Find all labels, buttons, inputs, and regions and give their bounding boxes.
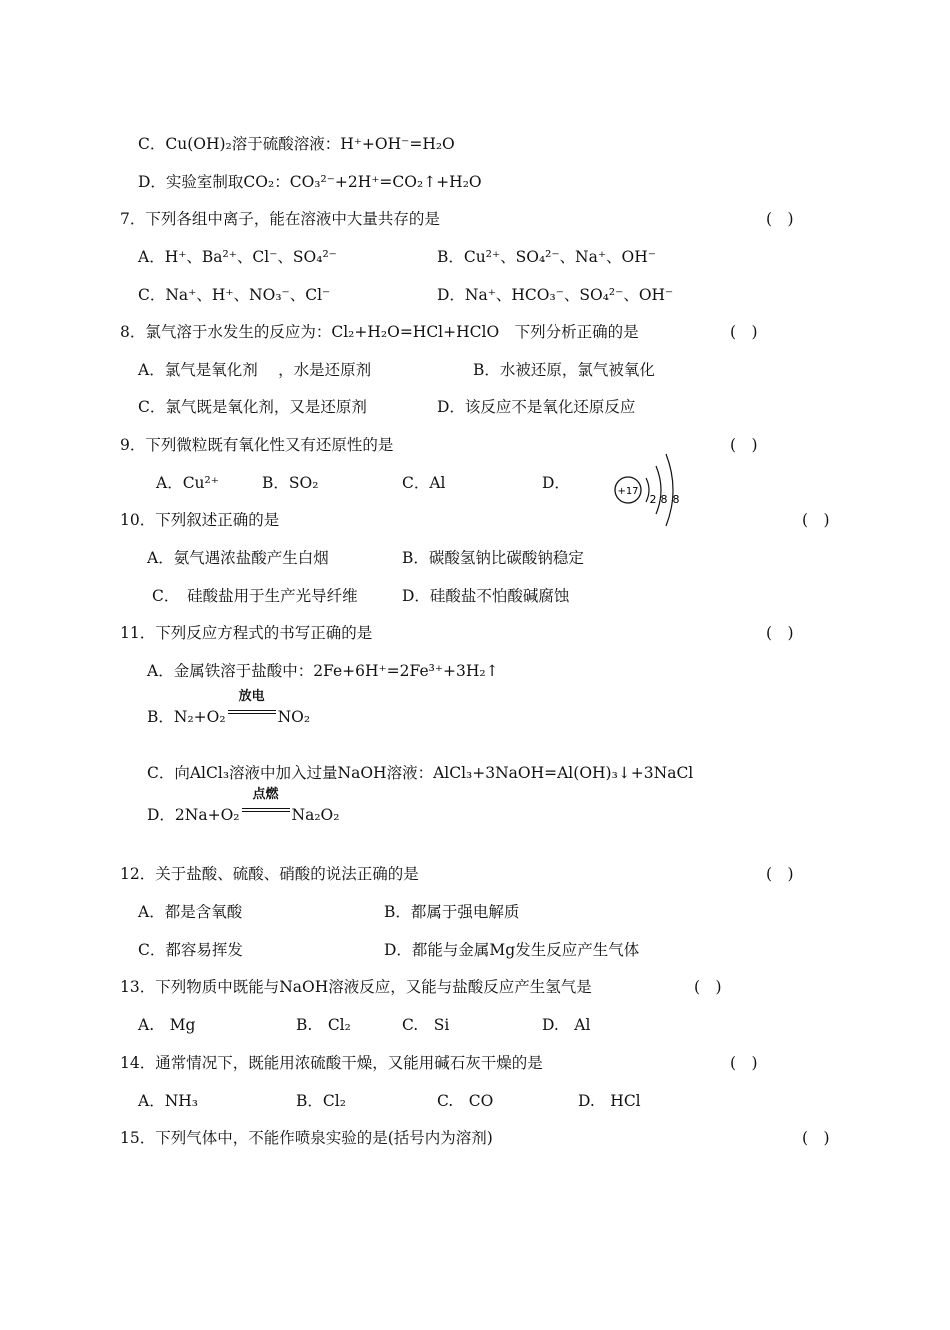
q11d-reactants: D．2Na+O₂ (147, 806, 240, 824)
q10-option-b: B．碳酸氢钠比碳酸钠稳定 (402, 549, 584, 567)
q10-answer-paren[interactable]: ( ) (802, 511, 830, 529)
q11-option-c: C．向AlCl₃溶液中加入过量NaOH溶液：AlCl₃+3NaOH=Al(OH)₃↓+3NaCl (147, 764, 694, 782)
q8-stem: 8．氯气溶于水发生的反应为：Cl₂+H₂O=HCl+HClO 下列分析正确的是 (120, 323, 639, 341)
q11d-double-bar (242, 808, 290, 812)
q12-option-b: B．都属于强电解质 (384, 903, 520, 921)
q15-stem: 15．下列气体中，不能作喷泉实验的是(括号内为溶剂) (120, 1129, 493, 1147)
electron-shell-2 (656, 466, 661, 514)
q13-option-a: A. Mg (138, 1016, 196, 1034)
q11d-products: Na₂O₂ (291, 806, 340, 824)
q13-option-c: C. Si (402, 1016, 450, 1034)
q14-option-d: D. HCl (578, 1092, 641, 1110)
q11-option-a: A．金属铁溶于盐酸中：2Fe+6H⁺=2Fe³⁺+3H₂↑ (147, 662, 499, 680)
q9-stem: 9．下列微粒既有氧化性又有还原性的是 (120, 436, 394, 454)
q11-answer-paren[interactable]: ( ) (766, 624, 794, 642)
q8-option-c: C．氯气既是氧化剂，又是还原剂 (138, 398, 367, 416)
q13-answer-paren[interactable]: ( ) (694, 978, 722, 996)
q11b-reactants: B．N₂+O₂ (147, 708, 226, 726)
q11-option-b (147, 689, 311, 727)
q9-option-c: C．Al (402, 474, 446, 492)
q9-option-a: A．Cu²⁺ (156, 474, 219, 492)
shell-2-electrons: 8 (660, 493, 668, 506)
q14-option-b: B．Cl₂ (296, 1092, 346, 1110)
electron-shell-3 (666, 454, 673, 526)
q12-option-d: D．都能与金属Mg发生反应产生气体 (384, 941, 640, 959)
q10-option-c: C． 硅酸盐用于生产光导纤维 (152, 587, 358, 605)
q15-answer-paren[interactable]: ( ) (802, 1129, 830, 1147)
q12-option-c: C．都容易挥发 (138, 941, 243, 959)
q13-option-b: B. Cl₂ (296, 1016, 351, 1034)
q14-answer-paren[interactable]: ( ) (730, 1054, 758, 1072)
q11b-products: NO₂ (277, 708, 311, 726)
q7-option-c: C．Na⁺、H⁺、NO₃⁻、Cl⁻ (138, 286, 331, 304)
q7-stem: 7．下列各组中离子，能在溶液中大量共存的是 (120, 210, 440, 228)
q14-option-c: C. CO (437, 1092, 494, 1110)
q6-option-c: C．Cu(OH)₂溶于硫酸溶液：H⁺+OH⁻=H₂O (138, 135, 455, 153)
q14-stem: 14．通常情况下，既能用浓硫酸干燥，又能用碱石灰干燥的是 (120, 1054, 543, 1072)
q13-stem: 13．下列物质中既能与NaOH溶液反应，又能与盐酸反应产生氢气是 (120, 978, 592, 996)
nucleus-charge: +17 (617, 486, 639, 497)
q11b-condition-arrow (226, 689, 278, 727)
q8-option-b: B．水被还原，氯气被氧化 (473, 361, 655, 379)
shell-1-electrons: 2 (649, 493, 657, 506)
q12-stem: 12．关于盐酸、硫酸、硝酸的说法正确的是 (120, 865, 419, 883)
q8-answer-paren[interactable]: ( ) (730, 323, 758, 341)
q11-option-d (147, 787, 340, 825)
q6-option-d: D．实验室制取CO₂：CO₃²⁻+2H⁺=CO₂↑+H₂O (138, 173, 482, 191)
q11d-condition-arrow (240, 787, 292, 825)
q13-option-d: D. Al (542, 1016, 591, 1034)
q12-answer-paren[interactable]: ( ) (766, 865, 794, 883)
q7-option-a: A．H⁺、Ba²⁺、Cl⁻、SO₄²⁻ (138, 248, 337, 266)
q8-option-a: A．氯气是氧化剂 ，水是还原剂 (138, 361, 372, 379)
q12-option-a: A．都是含氧酸 (138, 903, 243, 921)
q11d-condition-label: 点燃 (252, 787, 279, 802)
q10-option-d: D．硅酸盐不怕酸碱腐蚀 (402, 587, 570, 605)
q14-option-a: A．NH₃ (138, 1092, 198, 1110)
q9-option-b: B．SO₂ (262, 474, 319, 492)
q7-option-b: B．Cu²⁺、SO₄²⁻、Na⁺、OH⁻ (437, 248, 656, 266)
q8-option-d: D．该反应不是氧化还原反应 (437, 398, 636, 416)
q11b-double-bar (228, 710, 276, 714)
shell-3-electrons: 8 (672, 493, 680, 506)
q9-answer-paren[interactable]: ( ) (730, 436, 758, 454)
q11-stem: 11．下列反应方程式的书写正确的是 (120, 624, 373, 642)
q10-stem: 10．下列叙述正确的是 (120, 511, 280, 529)
q9-option-d: D． (542, 474, 570, 492)
q7-option-d: D．Na⁺、HCO₃⁻、SO₄²⁻、OH⁻ (437, 286, 674, 304)
q10-option-a: A．氨气遇浓盐酸产生白烟 (147, 549, 329, 567)
atom-structure-diagram (608, 448, 688, 528)
q11b-condition-label: 放电 (238, 689, 265, 704)
q7-answer-paren[interactable]: ( ) (766, 210, 794, 228)
